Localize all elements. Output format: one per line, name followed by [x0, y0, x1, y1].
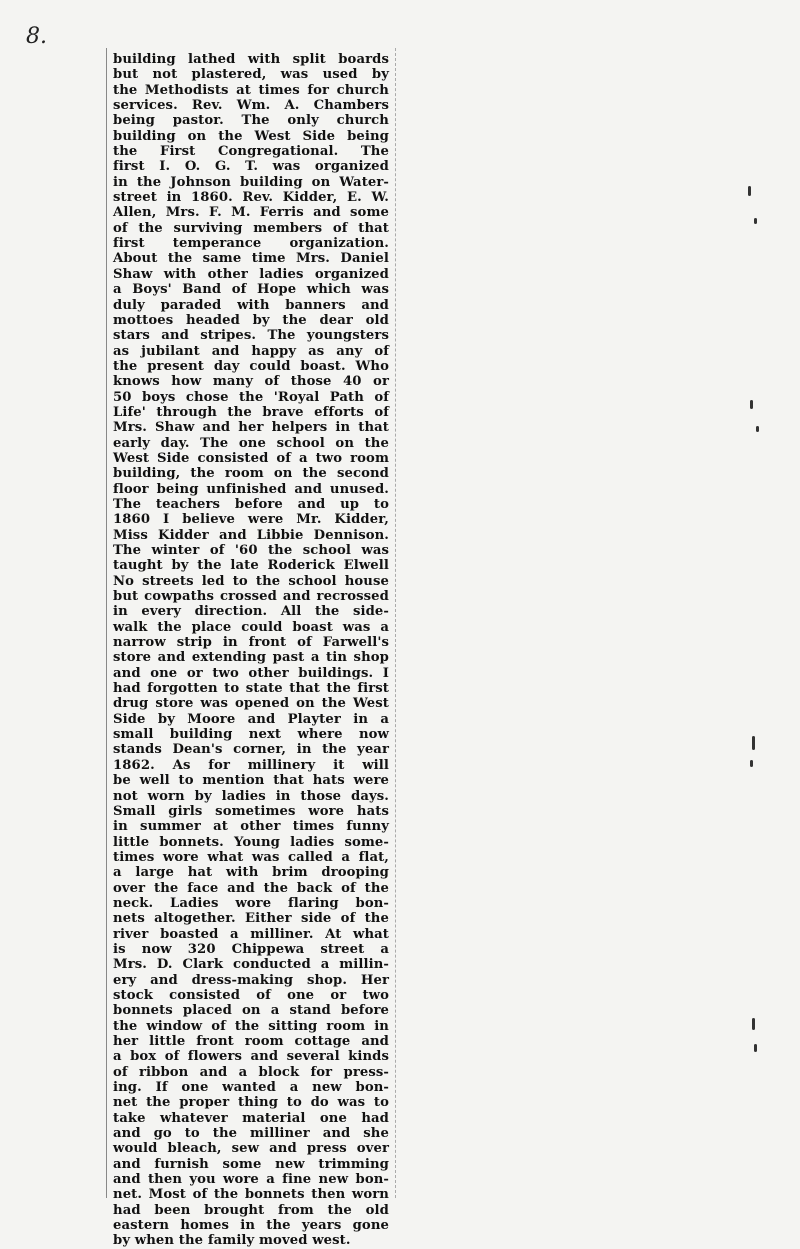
article-line: taught by the late Roderick Elwell [113, 558, 389, 574]
article-line: and furnish some new trimming [113, 1156, 389, 1172]
article-line: The teachers before and up to [113, 496, 389, 512]
article-line: Allen, Mrs. F. M. Ferris and some [113, 205, 389, 221]
article-line: drug store was opened on the West [113, 696, 389, 712]
article-line: the First Congregational. The [113, 144, 389, 160]
margin-mark [754, 218, 757, 224]
article-line: duly paraded with banners and [113, 297, 389, 313]
article-line: little bonnets. Young ladies some- [113, 834, 389, 850]
article-line: had forgotten to state that the first [113, 681, 389, 697]
article-line: stars and stripes. The youngsters [113, 328, 389, 344]
article-line: in every direction. All the side- [113, 604, 389, 620]
article-line: a large hat with brim drooping [113, 865, 389, 881]
article-line: Shaw with other ladies organized [113, 266, 389, 282]
article-line: and then you wore a fine new bon- [113, 1172, 389, 1188]
article-line: Life' through the brave efforts of [113, 404, 389, 420]
article-line: neck. Ladies wore flaring bon- [113, 895, 389, 911]
article-line: by when the family moved west. [113, 1233, 351, 1249]
article-line: over the face and the back of the [113, 880, 389, 896]
article-line: West Side consisted of a two room [113, 450, 389, 466]
article-line: street in 1860. Rev. Kidder, E. W. [113, 190, 389, 206]
article-line: bonnets placed on a stand before [113, 1003, 389, 1019]
article-line: river boasted a milliner. At what [113, 926, 389, 942]
article-line: early day. The one school on the [113, 435, 389, 451]
margin-mark [754, 1044, 757, 1052]
margin-marks [748, 0, 778, 1248]
article-line: net. Most of the bonnets then worn [113, 1187, 389, 1203]
article-line: first I. O. G. T. was organized [113, 159, 389, 175]
article-line: her little front room cottage and [113, 1034, 389, 1049]
article-line: walk the place could boast was a [113, 619, 389, 635]
margin-mark [752, 736, 755, 750]
article-line: as jubilant and happy as any of [113, 343, 389, 359]
article-line: nets altogether. Either side of the [113, 911, 389, 927]
article-line: About the same time Mrs. Daniel [113, 251, 389, 267]
article-body [113, 52, 389, 1249]
article-line: but cowpaths crossed and recrossed [113, 589, 389, 605]
article-line: is now 320 Chippewa street a [113, 941, 389, 957]
article-line: floor being unfinished and unused. [113, 481, 389, 497]
article-line: in summer at other times funny [113, 819, 389, 835]
article-line: be well to mention that hats were [113, 773, 389, 789]
article-line: first temperance organization. [113, 236, 389, 252]
article-line: of ribbon and a block for press- [113, 1064, 389, 1080]
article-line: a box of flowers and several kinds [113, 1049, 389, 1065]
article-line: The winter of '60 the school was [113, 543, 389, 558]
article-line: and go to the milliner and she [113, 1126, 389, 1142]
article-line: but not plastered, was used by [113, 67, 389, 83]
article-line: No streets led to the school house [113, 573, 389, 589]
article-line: times wore what was called a flat, [113, 849, 389, 865]
margin-mark [752, 1018, 755, 1030]
article-line: building, the room on the second [113, 466, 389, 482]
article-line: the window of the sitting room in [113, 1018, 389, 1034]
margin-mark [748, 186, 751, 196]
article-line: take whatever material one had [113, 1110, 389, 1126]
newspaper-clipping [106, 48, 396, 1249]
article-line: Mrs. D. Clark conducted a millin- [113, 957, 389, 973]
margin-mark [750, 400, 753, 409]
article-line: ery and dress-making shop. Her [113, 972, 389, 988]
article-line: not worn by ladies in those days. [113, 788, 389, 804]
article-line: would bleach, sew and press over [113, 1141, 389, 1157]
article-line: 50 boys chose the 'Royal Path of [113, 389, 389, 405]
article-line: 1862. As for millinery it will [113, 757, 389, 773]
article-line: had been brought from the old [113, 1202, 389, 1218]
article-line: Small girls sometimes wore hats [113, 803, 389, 819]
article-line: Side by Moore and Playter in a [113, 711, 389, 727]
article-line: the Methodists at times for church [113, 82, 389, 98]
article-line: Miss Kidder and Libbie Dennison. [113, 527, 389, 543]
article-line: store and extending past a tin shop [113, 650, 389, 666]
article-line: services. Rev. Wm. A. Chambers [113, 98, 389, 114]
article-line: knows how many of those 40 or [113, 374, 389, 390]
article-line: stands Dean's corner, in the year [113, 742, 389, 758]
article-line: Mrs. Shaw and her helpers in that [113, 420, 389, 436]
article-line: 1860 I believe were Mr. Kidder, [113, 512, 389, 528]
article-line: being pastor. The only church [113, 113, 389, 129]
article-line: building lathed with split boards [113, 52, 389, 67]
article-line: mottoes headed by the dear old [113, 312, 389, 328]
margin-mark [756, 426, 759, 432]
article-line: the present day could boast. Who [113, 358, 389, 374]
article-line: building on the West Side being [113, 128, 389, 144]
article-line: and one or two other buildings. I [113, 665, 389, 681]
article-line: narrow strip in front of Farwell's [113, 635, 389, 651]
margin-mark [750, 760, 753, 767]
article-line: net the proper thing to do was to [113, 1095, 389, 1111]
article-line: a Boys' Band of Hope which was [113, 282, 389, 298]
article-line: of the surviving members of that [113, 220, 389, 236]
article-line: eastern homes in the years gone [113, 1218, 389, 1234]
article-line: stock consisted of one or two [113, 987, 389, 1003]
article-line: in the Johnson building on Water- [113, 174, 389, 190]
article-line: small building next where now [113, 727, 389, 743]
page-number: 8. [26, 24, 47, 49]
article-line: ing. If one wanted a new bon- [113, 1080, 389, 1096]
